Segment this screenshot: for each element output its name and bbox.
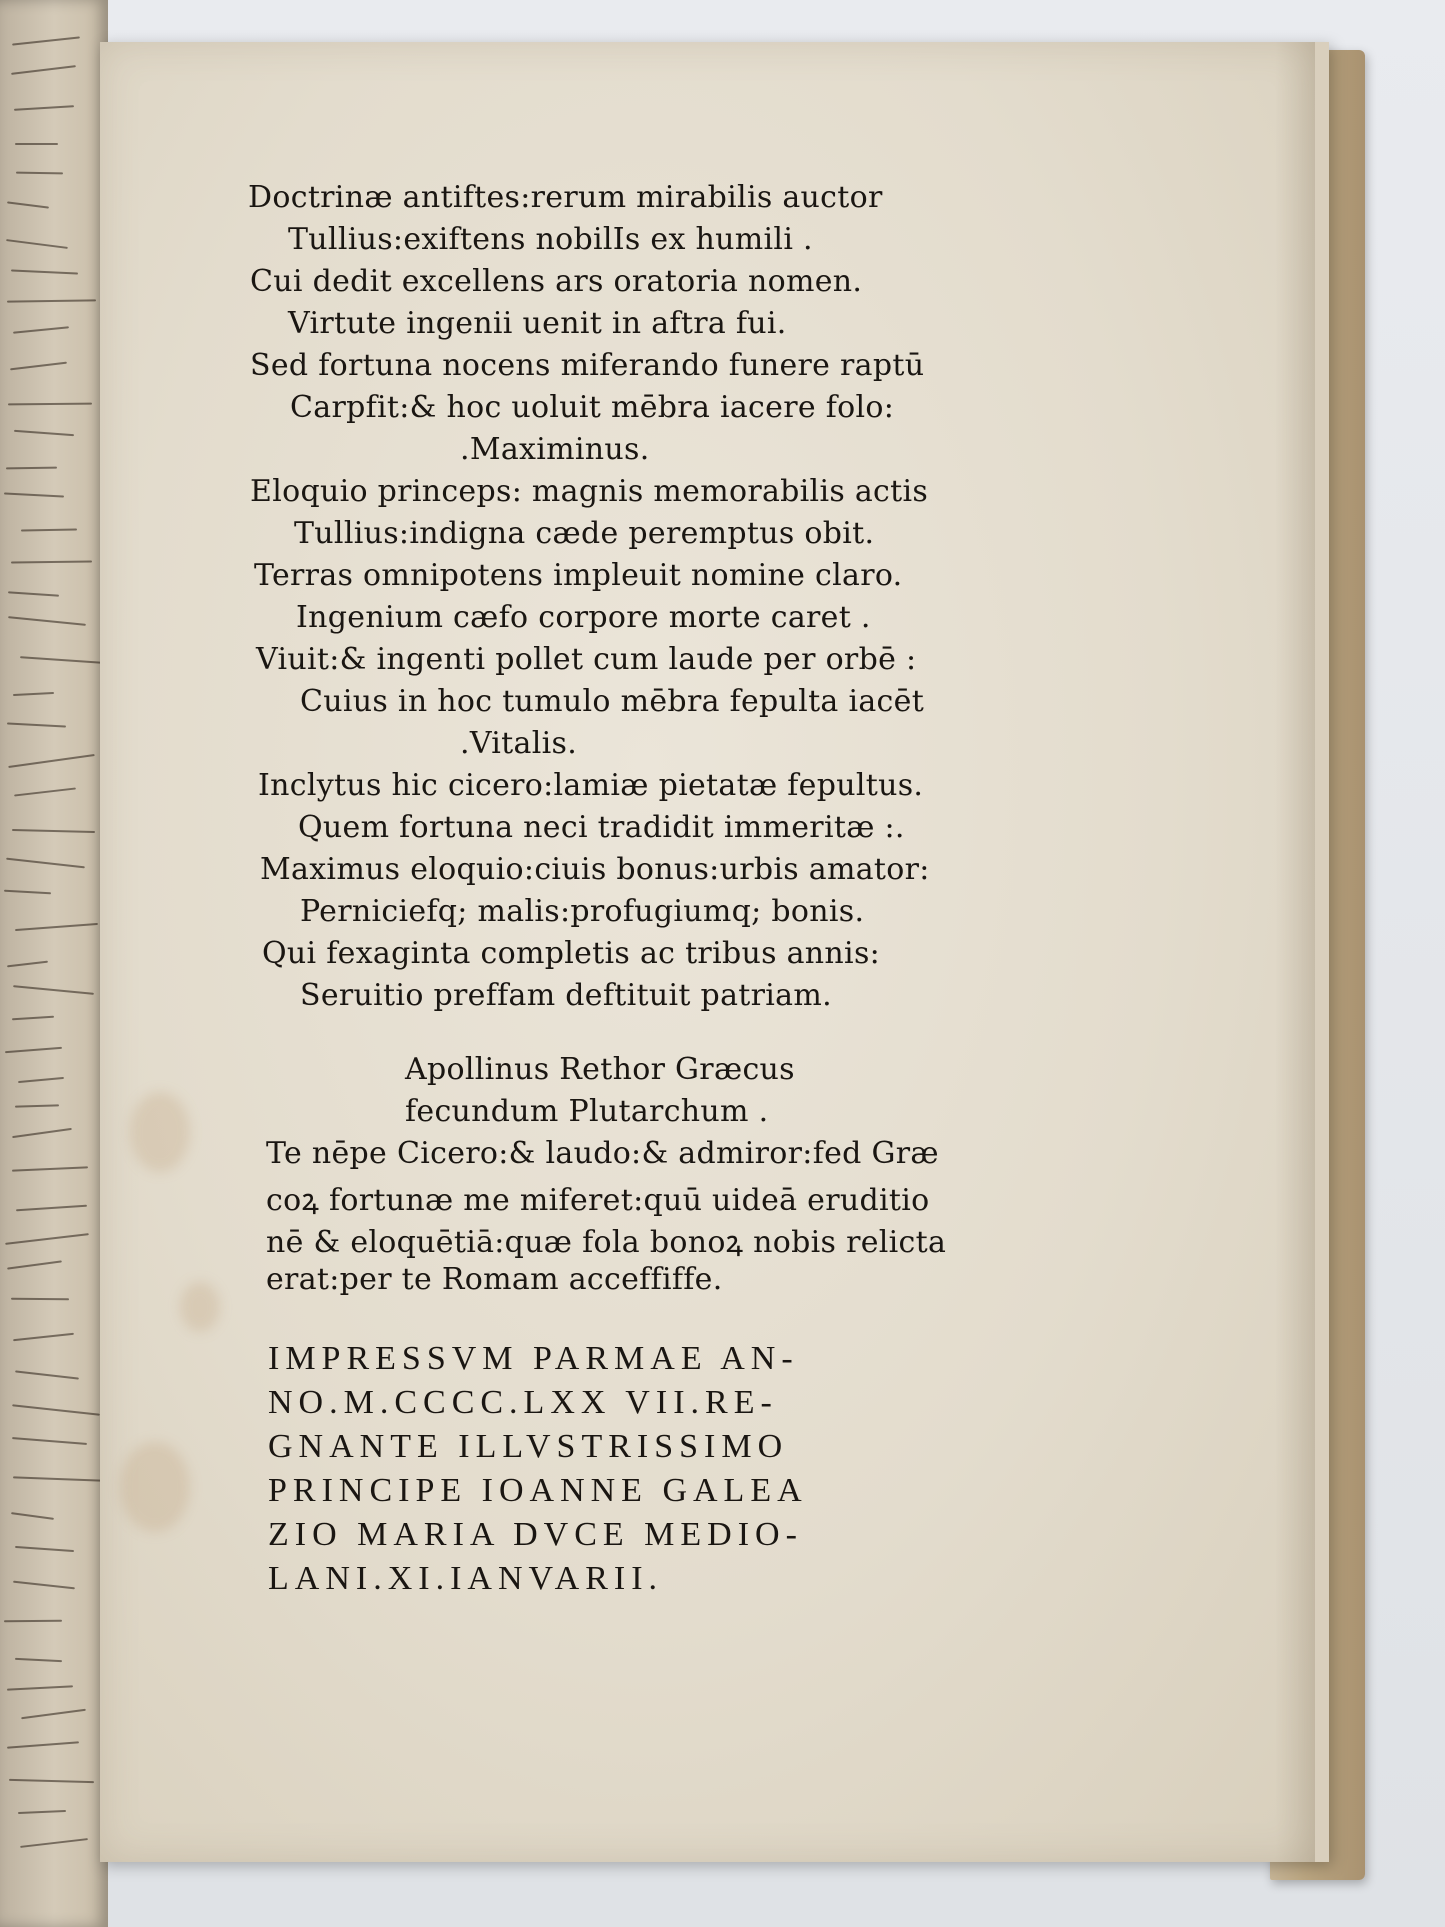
facing-page-text-trace <box>15 1370 79 1379</box>
facing-page-text-trace <box>15 143 58 145</box>
facing-page-text-trace <box>18 1077 64 1083</box>
poem-line: Terras omnipotens impleuit nomine claro. <box>254 558 903 593</box>
facing-page-text-trace <box>7 201 49 208</box>
facing-page-text-trace <box>20 656 103 664</box>
facing-page-text-trace <box>13 326 69 333</box>
facing-page-text-trace <box>16 1205 87 1212</box>
facing-page-text-trace <box>12 36 80 45</box>
poem-line: Cui dedit excellens ars oratoria nomen. <box>250 264 863 299</box>
poem-line: Ingenium cæfo corpore morte caret . <box>296 600 871 635</box>
facing-page-text-trace <box>14 787 76 796</box>
book-page <box>100 42 1329 1862</box>
facing-page-text-trace <box>15 1546 74 1552</box>
facing-page-text-trace <box>16 172 63 175</box>
facing-page-text-trace <box>21 529 77 532</box>
facing-page-text-trace <box>4 492 64 497</box>
facing-page-text-trace <box>13 1476 102 1481</box>
facing-page-text-trace <box>12 1437 87 1445</box>
poem-line: Eloquio princeps: magnis memorabilis actis <box>250 474 929 509</box>
facing-page-text-trace <box>18 1810 66 1814</box>
facing-page-text-trace <box>5 1233 89 1245</box>
facing-page-text-trace <box>13 1581 75 1590</box>
facing-page-text-trace <box>7 961 48 968</box>
poem-line: Inclytus hic cicero:lamiæ pietatæ fepultus. <box>258 768 924 803</box>
poem-line: Cuius in hoc tumulo mēbra fepulta iacēt <box>300 684 925 719</box>
colophon-line: IMPRESSVM PARMAE AN- <box>268 1340 799 1377</box>
poem-line: Qui fexaginta completis ac tribus annis: <box>262 936 881 971</box>
facing-page-text-trace <box>7 1685 73 1690</box>
facing-page-text-trace <box>15 923 98 931</box>
facing-page-text-trace <box>13 692 54 696</box>
facing-page-text-trace <box>13 1333 74 1341</box>
facing-page-text-trace <box>11 269 78 274</box>
poem-line: Perniciefq; malis:profugiumq; bonis. <box>300 894 865 929</box>
colophon-line: LANI.XI.IANVARII. <box>268 1560 664 1597</box>
facing-page-text-trace <box>12 1016 54 1021</box>
poem-line: Maximus eloquio:ciuis bonus:urbis amator: <box>260 852 930 887</box>
facing-page-text-trace <box>6 239 68 249</box>
left-facing-page <box>0 0 108 1927</box>
facing-page-text-trace <box>12 829 95 833</box>
facing-page-text-trace <box>11 1298 69 1301</box>
facing-page-text-trace <box>8 591 59 596</box>
facing-page-text-trace <box>4 1620 62 1623</box>
page-text <box>100 42 1315 1862</box>
poem-line: Viuit:& ingenti pollet cum laude per orbē : <box>256 642 917 677</box>
facing-page-text-trace <box>8 754 94 768</box>
facing-page-text-trace <box>6 467 57 470</box>
colophon-line: NO.M.CCCC.LXX VII.RE- <box>268 1384 778 1421</box>
poem-line: Virtute ingenii uenit in aftra fui. <box>288 306 787 341</box>
facing-page-text-trace <box>7 722 66 727</box>
colophon-line: GNANTE ILLVSTRISSIMO <box>268 1428 789 1465</box>
facing-page-text-trace <box>4 890 51 895</box>
facing-page-text-trace <box>15 1104 59 1107</box>
facing-page-text-trace <box>12 1404 100 1415</box>
poem-line: Carpfit:& hoc uoluit mēbra iacere folo: <box>290 390 895 425</box>
section-heading: fecundum Plutarchum . <box>405 1094 769 1129</box>
facing-page-text-trace <box>13 985 94 995</box>
colophon-line: PRINCIPE IOANNE GALEA <box>268 1472 808 1509</box>
poem-line: Sed fortuna nocens miferando funere raptū <box>250 348 925 383</box>
facing-page-text-trace <box>9 1779 94 1783</box>
facing-page-text-trace <box>8 403 92 406</box>
poem-attribution: .Maximinus. <box>460 432 650 467</box>
facing-page-text-trace <box>14 430 74 436</box>
facing-page-text-trace <box>7 1741 79 1748</box>
facing-page-text-trace <box>21 1709 86 1719</box>
facing-page-text-trace <box>11 560 92 563</box>
colophon-line: ZIO MARIA DVCE MEDIO- <box>268 1516 803 1553</box>
facing-page-text-trace <box>11 1512 54 1520</box>
prose-line: coꝝ fortunæ me miferet:quū uideā eruditio <box>266 1183 930 1218</box>
facing-page-text-trace <box>11 65 76 75</box>
facing-page-text-trace <box>20 1838 88 1848</box>
prose-line: erat:per te Romam acceffiffe. <box>266 1262 723 1297</box>
facing-page-text-trace <box>7 299 96 302</box>
poem-line: Tullius:exiftens nobilIs ex humili . <box>288 222 813 257</box>
section-heading: Apollinus Rethor Græcus <box>405 1052 795 1087</box>
poem-attribution: .Vitalis. <box>460 726 578 761</box>
facing-page-text-trace <box>14 105 74 111</box>
prose-line: nē & eloquētiā:quæ fola bonoꝝ nobis relicta <box>266 1225 947 1260</box>
facing-page-text-trace <box>6 858 85 869</box>
poem-line: Seruitio preffam deftituit patriam. <box>300 978 832 1013</box>
facing-page-text-trace <box>12 1128 72 1138</box>
facing-page-text-trace <box>12 1166 88 1171</box>
facing-page-text-trace <box>8 616 86 626</box>
facing-page-text-trace <box>10 362 67 371</box>
prose-line: Te nēpe Cicero:& laudo:& admiror:fed Græ <box>266 1136 939 1171</box>
facing-page-text-trace <box>7 1260 62 1269</box>
facing-page-text-trace <box>15 1658 62 1662</box>
poem-line: Quem fortuna neci tradidit immeritæ :. <box>298 810 905 845</box>
poem-line: Tullius:indigna cæde peremptus obit. <box>294 516 875 551</box>
poem-line: Doctrinæ antiftes:rerum mirabilis auctor <box>248 180 883 215</box>
facing-page-text-trace <box>5 1047 62 1053</box>
